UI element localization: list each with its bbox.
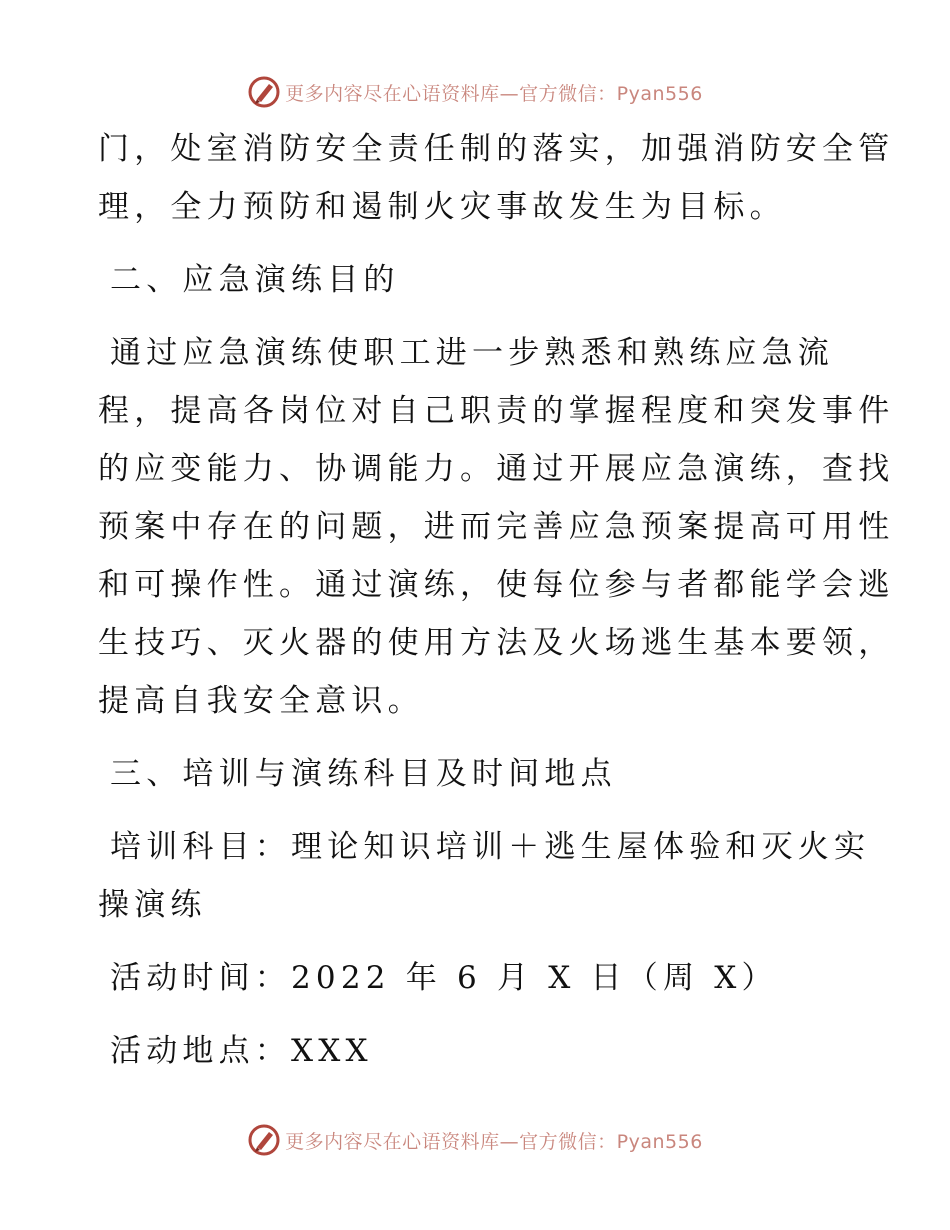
paragraph-training-subject — [98, 818, 871, 934]
text-line: 的应变能力、协调能力。通过开展应急演练，查找 — [98, 451, 895, 487]
text-line: 生技巧、灭火器的使用方法及火场逃生基本要领， — [98, 625, 895, 661]
watermark-footer — [0, 1120, 950, 1160]
text-line: 操演练 — [98, 887, 207, 923]
paragraph-drill-purpose — [98, 324, 895, 730]
text-line: 理，全力预防和遏制火灾事故发生为目标。 — [98, 189, 786, 225]
text-line: 提高自我安全意识。 — [98, 683, 424, 719]
text-line: 培训科目：理论知识培训＋逃生屋体验和灭火实 — [110, 829, 871, 865]
paragraph-intro-continued — [98, 120, 895, 236]
watermark-header — [0, 72, 950, 112]
section-heading-3 — [98, 745, 858, 803]
text-line: 门，处室消防安全责任制的落实，加强消防安全管 — [98, 131, 895, 167]
pen-logo-icon — [247, 1123, 281, 1157]
text-line: 程，提高各岗位对自己职责的掌握程度和突发事件 — [98, 393, 895, 429]
text-line: 预案中存在的问题，进而完善应急预案提高可用性 — [98, 509, 895, 545]
text-line: 通过应急演练使职工进一步熟悉和熟练应急流 — [110, 335, 834, 371]
pen-logo-icon — [247, 75, 281, 109]
section-heading-2 — [98, 251, 858, 309]
text-line: 和可操作性。通过演练，使每位参与者都能学会逃 — [98, 567, 895, 603]
watermark-text: 更多内容尽在心语资料库—官方微信：Pyan556 — [285, 82, 703, 105]
heading-text: 三、培训与演练科目及时间地点 — [110, 756, 617, 792]
paragraph-activity-location — [98, 1022, 858, 1080]
watermark-text: 更多内容尽在心语资料库—官方微信：Pyan556 — [285, 1130, 703, 1153]
text-line: 活动地点：XXX — [110, 1033, 373, 1069]
text-line: 活动时间：2022 年 6 月 X 日（周 X） — [110, 960, 778, 996]
heading-text: 二、应急演练目的 — [110, 262, 400, 298]
paragraph-activity-time — [98, 949, 858, 1007]
document-body — [98, 120, 895, 1080]
